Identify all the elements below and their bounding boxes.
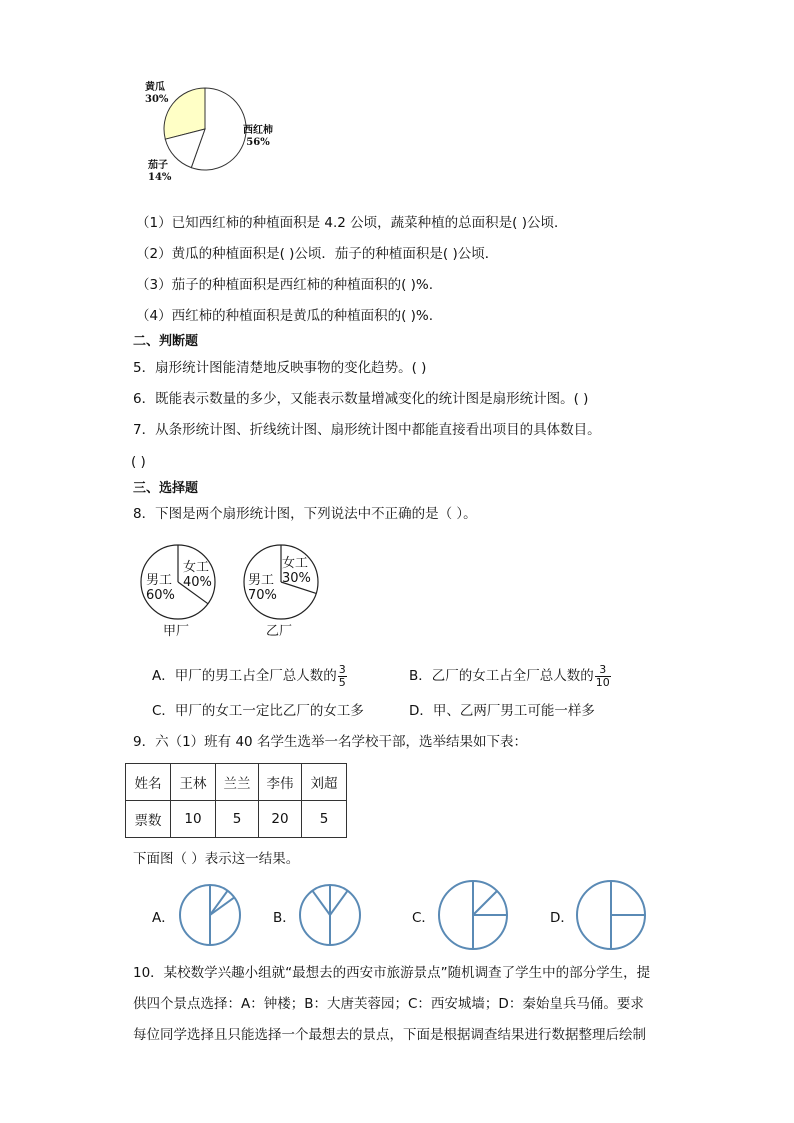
q9-option-b-label: B． bbox=[273, 910, 296, 926]
q9-option-c-label: C． bbox=[412, 910, 435, 926]
q8-option-c: C．甲厂的女工一定比乙厂的女工多 bbox=[152, 703, 364, 719]
q4-sub4: （4）西红柿的种植面积是黄瓜的种植面积的( )%. bbox=[136, 308, 434, 324]
q4-sub3: （3）茄子的种植面积是西红柿的种植面积的( )%. bbox=[136, 277, 434, 293]
yi-factory-name: 乙厂 bbox=[266, 624, 293, 639]
table-cell: 李伟 bbox=[259, 764, 302, 801]
table-cell: 兰兰 bbox=[216, 764, 259, 801]
q8-option-a: A．甲厂的男工占全厂总人数的 $\frac{3}{5}$ bbox=[152, 662, 346, 689]
q4-sub1: （1）已知西红柿的种植面积是 4.2 公顷，蔬菜种植的总面积是( )公顷． bbox=[136, 215, 568, 231]
table-cell: 10 bbox=[171, 801, 216, 838]
q9-prompt: 下面图（ ）表示这一结果。 bbox=[133, 851, 300, 867]
question-7-blank: ( ) bbox=[131, 454, 146, 470]
question-6: 6．既能表示数量的多少，又能表示数量增减变化的统计图是扇形统计图。( ) bbox=[133, 391, 589, 407]
pie-label-cucumber: 黄瓜 30% bbox=[145, 82, 169, 105]
question-5: 5．扇形统计图能清楚地反映事物的变化趋势。( ) bbox=[133, 360, 427, 376]
question-10-line3: 每位同学选择且只能选择一个最想去的景点，下面是根据调查结果进行数据整理后绘制 bbox=[133, 1027, 646, 1043]
yi-male-label: 男工 70% bbox=[248, 573, 277, 603]
table-cell: 5 bbox=[302, 801, 347, 838]
q8-option-b: B．乙厂的女工占全厂总人数的 $\frac{3}{10}$ bbox=[409, 662, 610, 689]
jia-male-label: 男工 60% bbox=[146, 573, 175, 603]
question-9: 9．六（1）班有 40 名学生选举一名学校干部，选举结果如下表： bbox=[133, 734, 527, 750]
table-row bbox=[126, 764, 347, 801]
vote-table bbox=[125, 763, 347, 838]
q9-option-b-pie bbox=[297, 882, 363, 948]
vegetable-pie-chart bbox=[160, 84, 250, 174]
table-cell: 20 bbox=[259, 801, 302, 838]
yi-female-label: 女工 30% bbox=[282, 556, 311, 586]
q4-sub2: （2）黄瓜的种植面积是( )公顷．茄子的种植面积是( )公顷． bbox=[136, 246, 499, 262]
table-cell: 刘超 bbox=[302, 764, 347, 801]
question-10-line2: 供四个景点选择：A：钟楼；B：大唐芙蓉园；C：西安城墙；D：秦始皇兵马俑。要求 bbox=[133, 996, 644, 1012]
table-cell: 票数 bbox=[126, 801, 171, 838]
section-choice-title: 三、选择题 bbox=[133, 481, 199, 496]
q9-option-c-pie bbox=[436, 878, 510, 952]
q9-option-d-label: D． bbox=[550, 910, 574, 926]
table-cell: 5 bbox=[216, 801, 259, 838]
section-judgment-title: 二、判断题 bbox=[133, 334, 199, 349]
q9-option-a-pie bbox=[177, 882, 243, 948]
pie-label-eggplant: 茄子 14% bbox=[148, 160, 172, 183]
q8-option-d: D．甲、乙两厂男工可能一样多 bbox=[409, 703, 595, 719]
question-7: 7．从条形统计图、折线统计图、扇形统计图中都能直接看出项目的具体数目。 bbox=[133, 422, 601, 438]
table-cell: 王林 bbox=[171, 764, 216, 801]
question-8: 8．下图是两个扇形统计图，下列说法中不正确的是（ ）。 bbox=[133, 506, 477, 522]
question-10-line1: 10．某校数学兴趣小组就“最想去的西安市旅游景点”随机调查了学生中的部分学生，提 bbox=[133, 965, 651, 981]
pie-label-tomato: 西红柿 56% bbox=[243, 125, 273, 148]
q9-option-a-label: A． bbox=[152, 910, 175, 926]
jia-female-label: 女工 40% bbox=[183, 560, 212, 590]
q9-option-d-pie bbox=[574, 878, 648, 952]
table-cell: 姓名 bbox=[126, 764, 171, 801]
table-row bbox=[126, 801, 347, 838]
jia-factory-name: 甲厂 bbox=[163, 624, 190, 639]
